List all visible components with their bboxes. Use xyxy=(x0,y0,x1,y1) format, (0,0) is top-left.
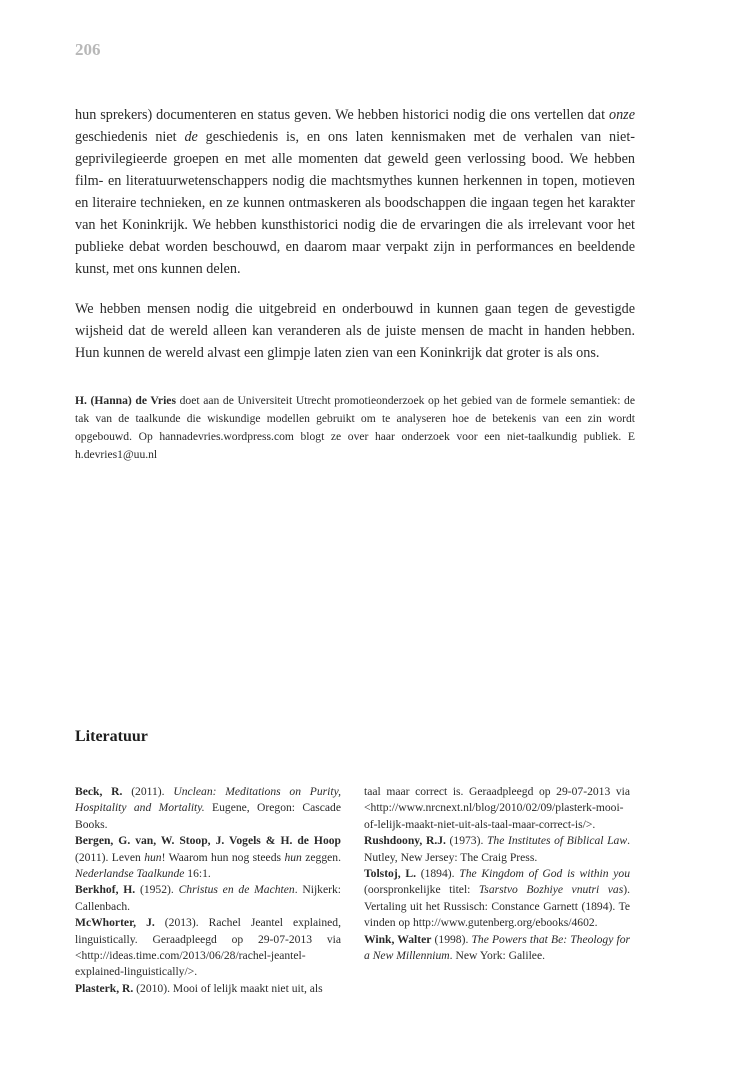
reference-entry: taal maar correct is. Geraadpleegd op 29-07-2013 via <http://www.nrcnext.nl/blog/2010/02/09/plasterk-mooi-of-lelijk-maakt-niet-uit-als-taal-maar-correct-is/>. xyxy=(364,785,630,831)
page-number: 206 xyxy=(75,40,101,59)
references-column-left xyxy=(75,784,341,997)
reference-entry: Bergen, G. van, W. Stoop, J. Vogels & H. de Hoop (2011). Leven hun! Waarom hun nog steeds hun zeggen. Nederlandse Taalkunde 16:1. xyxy=(75,834,341,881)
reference-entry: Beck, R. (2011). Unclean: Meditations on Purity, Hospitality and Mortality. Eugene, Oregon: Cascade Books. xyxy=(75,785,341,831)
reference-entry: Plasterk, R. (2010). Mooi of lelijk maakt niet uit, als xyxy=(75,981,323,995)
reference-entry: McWhorter, J. (2013). Rachel Jeantel explained, linguistically. Geraadpleegd op 29-07-2013 via <http://ideas.time.com/2013/06/28/rachel-jeantel-explained-linguistically/>. xyxy=(75,916,342,979)
author-bio-text: doet aan de Universiteit Utrecht promotieonderzoek op het gebied van de formele semantiek: de tak van de taalkunde die wiskundige modellen gebruikt om te analyseren hoe de betekenis van een zin wordt opgebouwd. Op hannadevries.wordpress.com blogt ze over haar onderzoek voor een niet-taalkundig publiek. E h.devries1@uu.nl xyxy=(75,394,635,461)
literature-heading: Literatuur xyxy=(75,728,148,745)
author-name: H. (Hanna) de Vries xyxy=(75,394,176,407)
reference-entry: Wink, Walter (1998). The Powers that Be: Theology for a New Millennium. New York: Galilee. xyxy=(364,932,630,963)
reference-entry: Rushdoony, R.J. (1973). The Institutes of Biblical Law. Nutley, New Jersey: The Craig Press. xyxy=(364,834,630,864)
author-bio xyxy=(75,392,635,464)
reference-entry: Berkhof, H. (1952). Christus en de Machten. Nijkerk: Callenbach. xyxy=(75,883,342,913)
body-text xyxy=(75,104,635,382)
paragraph: We hebben mensen nodig die uitgebreid en onderbouwd in kunnen gaan tegen de gevestigde wijsheid dat de wereld alleen kan veranderen als de juiste mensen de macht in handen hebben. Hun kunnen de wereld alvast een glimpje laten zien van een Koninkrijk dat groter is als ons. xyxy=(75,301,635,361)
references-column-right xyxy=(364,784,630,964)
reference-entry: Tolstoj, L. (1894). The Kingdom of God is within you (oorspronkelijke titel: Tsarstvo Bozhiye vnutri vas). Vertaling uit het Russisch: Constance Garnett (1894). Te vinden op http://www.gutenberg.org/ebooks/4602. xyxy=(364,867,630,930)
paragraph: hun sprekers) documenteren en status geven. We hebben historici nodig die ons vertellen dat onze geschiedenis niet de geschiedenis is, en ons laten kennismaken met de verhalen van niet-geprivilegieerde groepen en met alle momenten dat geweld geen verlossing bood. We hebben film- en literatuurwetenschappers nodig die machtsmythes kunnen herkennen in topen, motieven en literaire technieken, en ze kunnen ontmaskeren als boodschappen die ingaan tegen het karakter van het Koninkrijk. We hebben kunsthistorici nodig die de ervaringen die als irrelevant voor het publieke debat worden beschouwd, en daarom maar verpakt zijn in performances en beeldende kunst, met ons kunnen delen. xyxy=(75,107,635,277)
